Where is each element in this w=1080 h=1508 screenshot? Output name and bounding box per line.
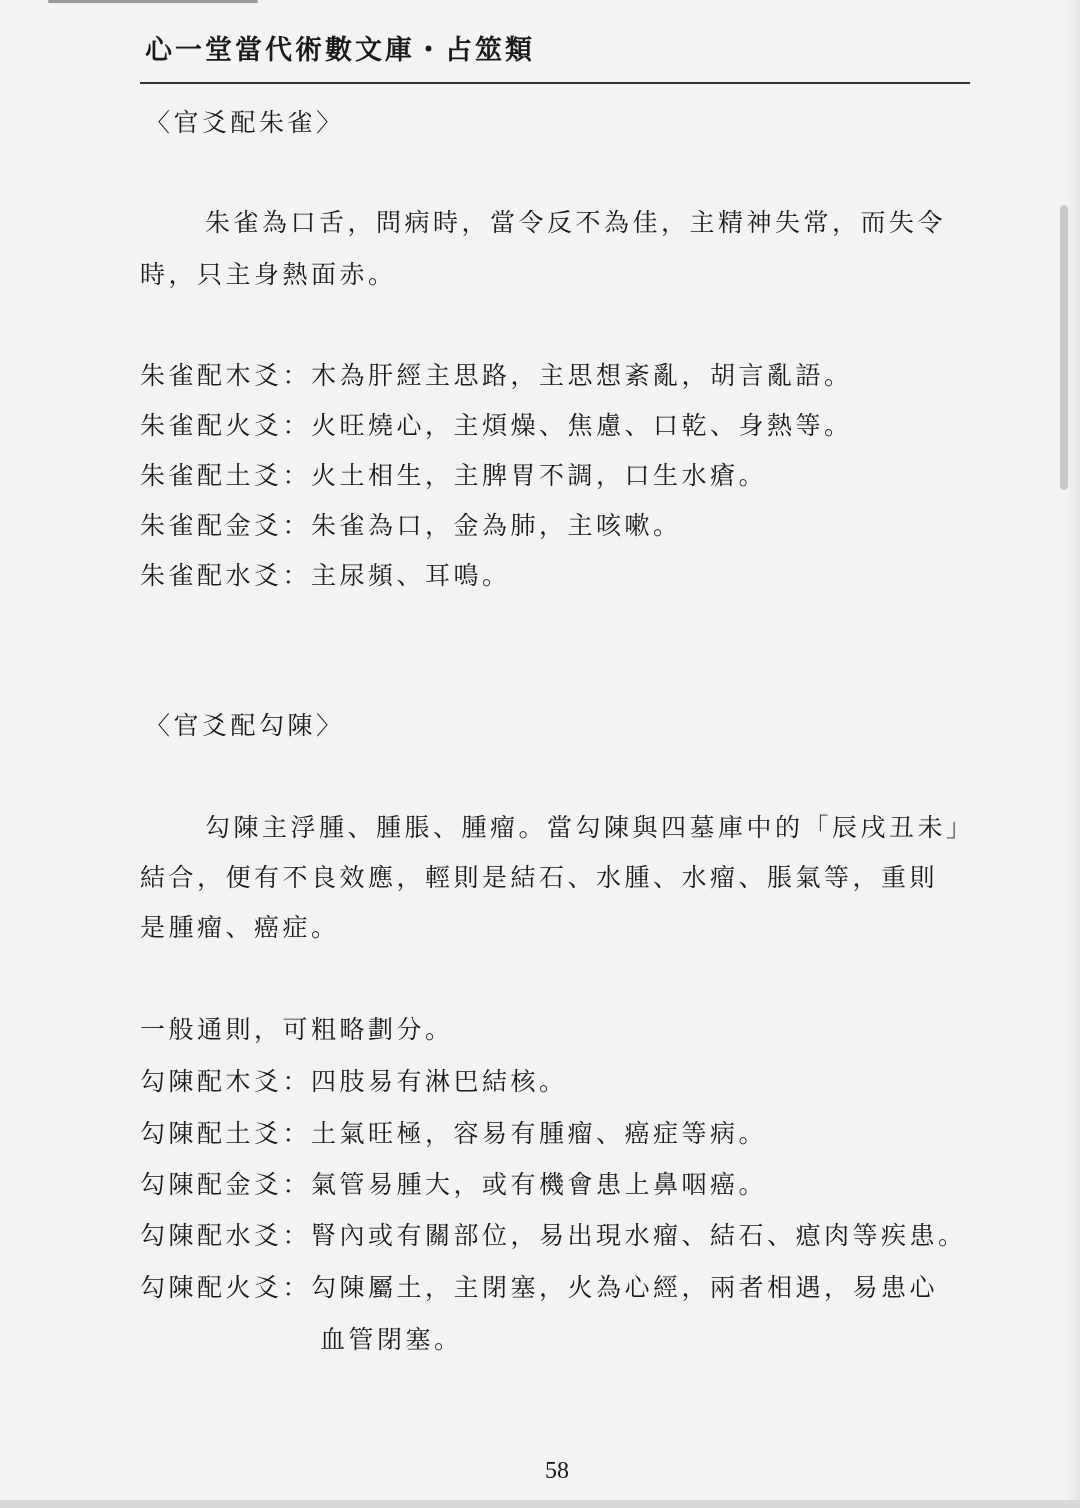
- running-header: 心一堂當代術數文庫・占筮類: [145, 35, 535, 66]
- list-item: 朱雀配土爻：火土相生，主脾胃不調，口生水瘡。: [140, 461, 768, 490]
- section-heading-hooked-array: 〈官爻配勾陳〉: [145, 711, 345, 740]
- bottom-edge: [0, 1500, 1080, 1508]
- list-item: 朱雀配火爻：火旺燒心，主煩燥、焦慮、口乾、身熱等。: [140, 411, 853, 440]
- list-item: 朱雀配水爻：主尿頻、耳鳴。: [140, 561, 511, 590]
- paragraph-line: 結合，便有不良效應，輕則是結石、水腫、水瘤、脹氣等，重則: [140, 863, 939, 892]
- list-item: 朱雀配金爻：朱雀為口，金為肺，主咳嗽。: [140, 511, 682, 540]
- paragraph-line: 朱雀為口舌，問病時，當令反不為佳，主精神失常，而失令: [205, 208, 947, 237]
- header-rule: [140, 82, 970, 84]
- list-item-continuation: 血管閉塞。: [320, 1325, 463, 1354]
- scrollbar-thumb[interactable]: [1060, 205, 1068, 490]
- list-item: 勾陳配金爻：氣管易腫大，或有機會患上鼻咽癌。: [140, 1170, 768, 1199]
- page-edge-shadow: [1066, 0, 1080, 1508]
- list-item: 勾陳配木爻：四肢易有淋巴結核。: [140, 1067, 568, 1096]
- paragraph-line: 時，只主身熱面赤。: [140, 260, 397, 289]
- list-item: 勾陳配火爻：勾陳屬土，主閉塞，火為心經，兩者相遇，易患心: [140, 1273, 939, 1302]
- general-rule-line: 一般通則，可粗略劃分。: [140, 1015, 454, 1044]
- list-item: 勾陳配土爻：土氣旺極，容易有腫瘤、癌症等病。: [140, 1119, 768, 1148]
- paragraph-line: 勾陳主浮腫、腫脹、腫瘤。當勾陳與四墓庫中的「辰戌丑未」: [205, 813, 975, 842]
- paragraph-line: 是腫瘤、癌症。: [140, 913, 340, 942]
- page-number: 58: [545, 1458, 569, 1484]
- section-heading-vermilion-bird: 〈官爻配朱雀〉: [145, 108, 345, 137]
- list-item: 勾陳配水爻：腎內或有關部位，易出現水瘤、結石、瘜肉等疾患。: [140, 1221, 967, 1250]
- list-item: 朱雀配木爻：木為肝經主思路，主思想紊亂，胡言亂語。: [140, 361, 853, 390]
